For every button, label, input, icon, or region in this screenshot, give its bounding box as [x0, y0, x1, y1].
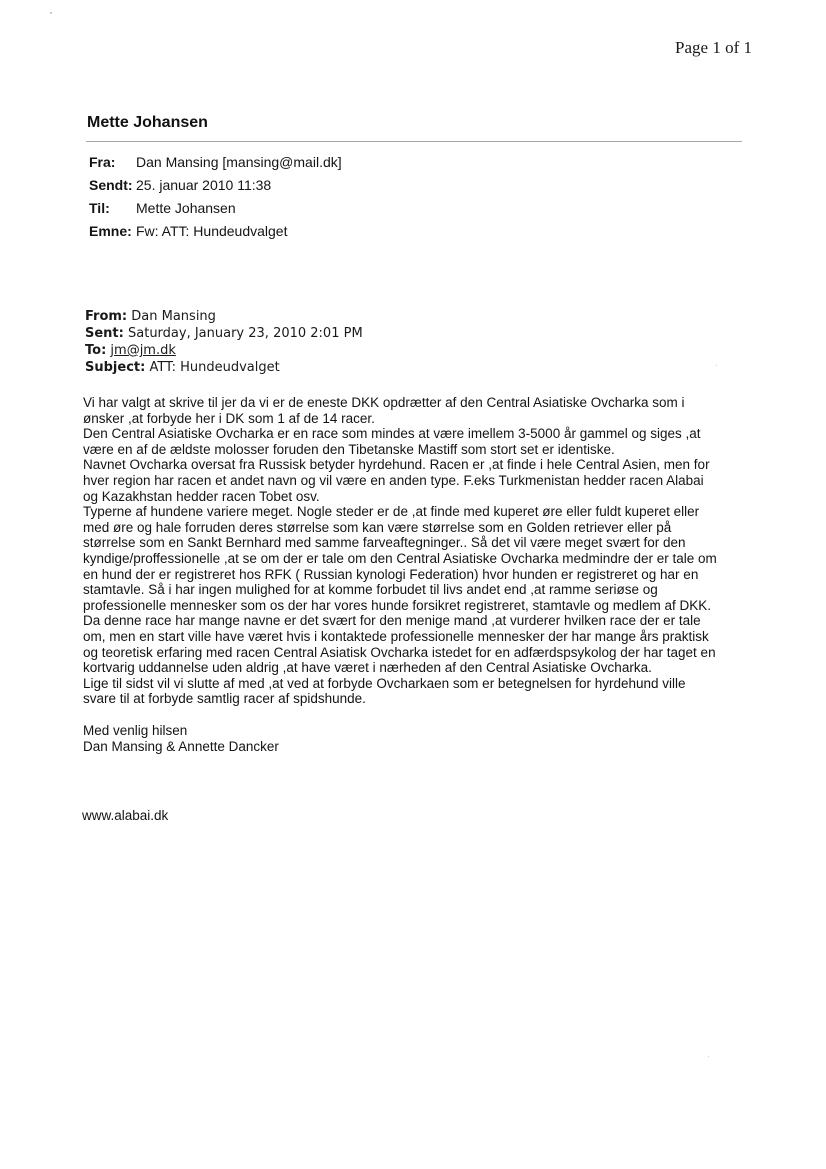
body-line: Lige til sidst vil vi slutte af med ,at ved at forbyde Ovcharkaen som er betegnelsen for hyrdehund ville	[83, 675, 686, 691]
website-link[interactable]: www.alabai.dk	[82, 808, 169, 823]
body-line: en hund der er registreret hos RFK ( Russian kynologi Federation) hvor hunden er registreret og har en	[83, 566, 699, 582]
message-body	[83, 395, 743, 707]
body-line: med øre og hale forruden deres størrelse som kan være størrelse som en Golden retriever eller på	[83, 519, 672, 535]
body-line: Navnet Ovcharka oversat fra Russisk betyder hyrdehund. Racen er ,at finde i hele Central Asien, men for	[83, 457, 710, 473]
header-row-to	[89, 199, 236, 217]
body-line: ønsker ,at forbyde her i DK som 1 af de 14 racer.	[83, 410, 375, 426]
header-row-from	[89, 153, 342, 171]
body-line: hver region har racen et andet navn og vil være en anden type. F.eks Turkmenistan hedder racen Alabai	[83, 472, 704, 488]
header-value-from: Dan Mansing [mansing@mail.dk]	[136, 154, 342, 170]
body-line: Da denne race har mange navne er det svært for den menige mand ,at vurderer hvilken race der er tale	[83, 613, 701, 629]
forwarded-to-email-link[interactable]: jm@jm.dk	[110, 343, 176, 358]
scan-speck	[716, 365, 717, 366]
forwarded-to	[85, 343, 176, 359]
forwarded-from-label: From:	[85, 309, 128, 324]
body-line: om, men en start ville have været hvis i kontaktede professionelle mennesker der har mange års praktisk	[83, 628, 709, 644]
body-line: kortvarig uddannelse uden aldrig ,at have været i nærheden af den Central Asiatiske Ovcharka.	[83, 660, 652, 676]
signature-greeting: Med venlig hilsen	[83, 723, 188, 738]
body-line: være en af de ældste molosser foruden den Tibetanske Mastiff som stort set er identiske.	[83, 441, 615, 457]
body-line: og teoretisk erfaring med racen Central Asiatisk Ovcharka istedet for en adfærdspsykolog der har taget en	[83, 644, 716, 660]
header-value-sent: 25. januar 2010 11:38	[136, 177, 272, 193]
body-line: Den Central Asiatiske Ovcharka er en race som mindes at være imellem 3-5000 år gammel og siges ,at	[83, 426, 701, 442]
body-line: Vi har valgt at skrive til jer da vi er de eneste DKK opdrætter af den Central Asiatiske Ovcharka som i	[83, 395, 685, 410]
body-line: stamtavle. Så i har ingen mulighed for at komme forbudet til livs andet end ,at ramme seriøse og	[83, 582, 658, 598]
forwarded-from	[85, 309, 216, 325]
body-line: Typerne af hundene variere meget. Nogle steder er de ,at finde med kuperet øre eller fuldt kuperet eller	[83, 504, 700, 520]
signature-names: Dan Mansing & Annette Dancker	[83, 739, 279, 754]
forwarded-subject-value: ATT: Hundeudvalget	[149, 360, 280, 375]
body-line: størrelse som en Sankt Bernhard med samme farveaftegninger.. Så det vil være meget svært for den	[83, 535, 686, 551]
header-label-subject: Emne:	[89, 223, 132, 239]
forwarded-sent-value: Saturday, January 23, 2010 2:01 PM	[128, 326, 363, 341]
header-value-subject: Fw: ATT: Hundeudvalget	[136, 223, 288, 239]
sender-title: Mette Johansen	[87, 114, 208, 131]
forwarded-sent	[85, 326, 363, 342]
header-label-sent: Sendt:	[89, 177, 133, 193]
forwarded-from-value: Dan Mansing	[131, 309, 216, 324]
page-number: Page 1 of 1	[675, 38, 752, 57]
forwarded-to-label: To:	[85, 343, 107, 358]
body-line: professionelle mennesker som os der har vores hunde forsikret registreret, stamtavle og medlem af DKK.	[83, 597, 712, 613]
header-row-sent	[89, 176, 272, 194]
forwarded-subject-label: Subject:	[85, 360, 146, 375]
forwarded-sent-label: Sent:	[85, 326, 124, 341]
header-row-subject	[89, 222, 288, 240]
scan-speck	[50, 12, 52, 14]
title-divider	[86, 141, 742, 142]
forwarded-subject	[85, 360, 280, 376]
body-line: og Kazakhstan hedder racen Tobet osv.	[83, 488, 320, 504]
body-line: svare til at forbyde samtlig racer af spidshunde.	[83, 691, 366, 707]
header-value-to: Mette Johansen	[136, 200, 236, 216]
scan-speck	[708, 1056, 709, 1057]
body-line: kyndige/proffessionelle ,at se om der er tale om den Central Asiatiske Ovcharka medmindre der er tale om	[83, 550, 717, 566]
header-label-from: Fra:	[89, 154, 116, 170]
header-label-to: Til:	[89, 200, 110, 216]
